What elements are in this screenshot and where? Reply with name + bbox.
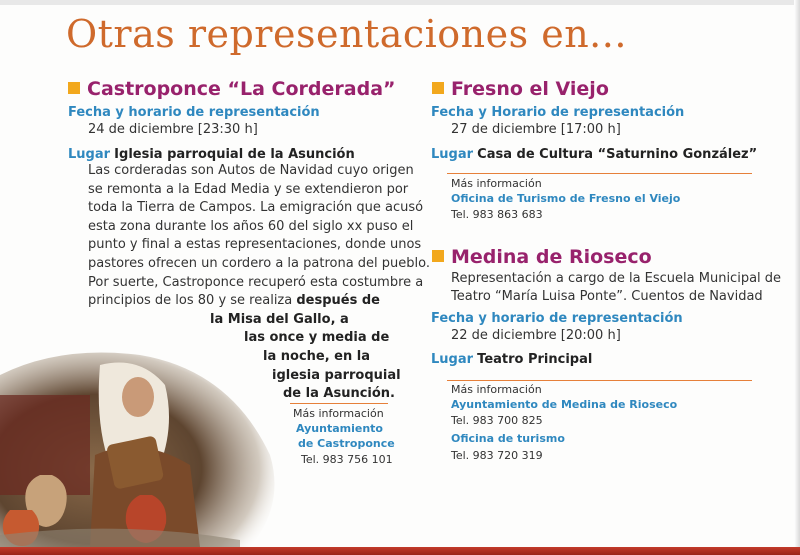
- medina-info-label: Más información: [451, 383, 542, 396]
- medina-heading-text: Medina de Rioseco: [451, 246, 652, 268]
- medina-heading: [432, 246, 652, 268]
- fresno-info-org: Oficina de Turismo de Fresno el Viejo: [451, 192, 681, 205]
- medina-intro-line-2: Teatro “María Luisa Ponte”. Cuentos de Navidad: [451, 289, 763, 304]
- fresno-lugar-label: Lugar: [431, 147, 474, 162]
- description-line: se remonta a la Edad Media y se extendieron por: [88, 181, 409, 197]
- description-line: punto y final a estas representaciones, donde unos: [88, 237, 422, 253]
- fresno-fecha-label: Fecha y Horario de representación: [431, 105, 685, 120]
- medina-info-org-2: Oficina de turismo: [451, 432, 565, 445]
- page-bottom-band: [0, 547, 800, 555]
- castroponce-info-org-2: de Castroponce: [298, 437, 395, 450]
- medina-fecha-label: Fecha y horario de representación: [431, 311, 683, 326]
- fresno-info-divider: [447, 173, 752, 174]
- page-top-edge: [0, 0, 800, 5]
- description-bold-text: las once y media de: [244, 330, 390, 346]
- fresno-info-tel: Tel. 983 863 683: [451, 208, 543, 221]
- castroponce-fecha-label: Fecha y horario de representación: [68, 105, 320, 120]
- castroponce-fecha-value: 24 de diciembre [23:30 h]: [88, 122, 258, 137]
- description-bold-text: iglesia parroquial: [272, 367, 401, 383]
- castroponce-info-org-1: Ayuntamiento: [296, 422, 383, 435]
- medina-intro-line-1: Representación a cargo de la Escuela Municipal de: [451, 271, 782, 286]
- medina-lugar-value: Teatro Principal: [477, 352, 593, 367]
- castroponce-info-label: Más información: [293, 407, 384, 420]
- medina-lugar-label: Lugar: [431, 352, 474, 367]
- bullet-square-icon: [432, 250, 444, 262]
- medina-lugar: [431, 352, 592, 367]
- medina-info-tel-2: Tel. 983 720 319: [451, 449, 543, 462]
- fresno-fecha-value: 27 de diciembre [17:00 h]: [451, 122, 621, 137]
- fresno-info-label: Más información: [451, 177, 542, 190]
- description-plain-part: principios de los 80 y se realiza: [88, 293, 293, 309]
- description-line: pastores ofrecen un cordero a la patrona del pueblo.: [88, 255, 431, 271]
- castroponce-info-tel: Tel. 983 756 101: [301, 453, 393, 466]
- page-title: Otras representaciones en...: [66, 12, 627, 56]
- fresno-lugar-value: Casa de Cultura “Saturnino González”: [477, 147, 758, 162]
- description-line: Por suerte, Castroponce recuperó esta costumbre a: [88, 274, 424, 290]
- medina-fecha-value: 22 de diciembre [20:00 h]: [451, 328, 621, 343]
- description-line: toda la Tierra de Campos. La emigración que acusó: [88, 200, 424, 216]
- fresno-heading: [432, 78, 609, 100]
- description-bold-text: de la Asunción.: [283, 386, 395, 402]
- woman-with-jugs-photo: [0, 335, 290, 547]
- medina-info-org: Ayuntamiento de Medina de Rioseco: [451, 398, 678, 411]
- description-bold-line: [88, 311, 398, 330]
- description-line: esta zona durante los años 60 del siglo xx puso el: [88, 218, 414, 234]
- description-bold-text: la noche, en la: [263, 348, 371, 364]
- medina-info-tel: Tel. 983 700 825: [451, 414, 543, 427]
- fresno-lugar: [431, 147, 757, 162]
- castroponce-lugar: [68, 147, 355, 162]
- castroponce-lugar-label: Lugar: [68, 147, 111, 162]
- page-right-edge: [794, 0, 800, 555]
- description-line: [88, 292, 398, 311]
- castroponce-heading-text: Castroponce “La Corderada”: [87, 78, 396, 100]
- description-bold-text: la Misa del Gallo, a: [210, 311, 349, 327]
- bullet-square-icon: [68, 82, 80, 94]
- castroponce-heading: [68, 78, 396, 100]
- photo-illustration: [0, 335, 290, 547]
- castroponce-lugar-value: Iglesia parroquial de la Asunción: [114, 147, 355, 162]
- medina-info-divider: [447, 380, 752, 381]
- castroponce-info-divider: [290, 403, 388, 404]
- fresno-heading-text: Fresno el Viejo: [451, 78, 609, 100]
- description-line: Las corderadas son Autos de Navidad cuyo origen: [88, 163, 414, 178]
- bullet-square-icon: [432, 82, 444, 94]
- description-bold-part: después de: [296, 293, 380, 309]
